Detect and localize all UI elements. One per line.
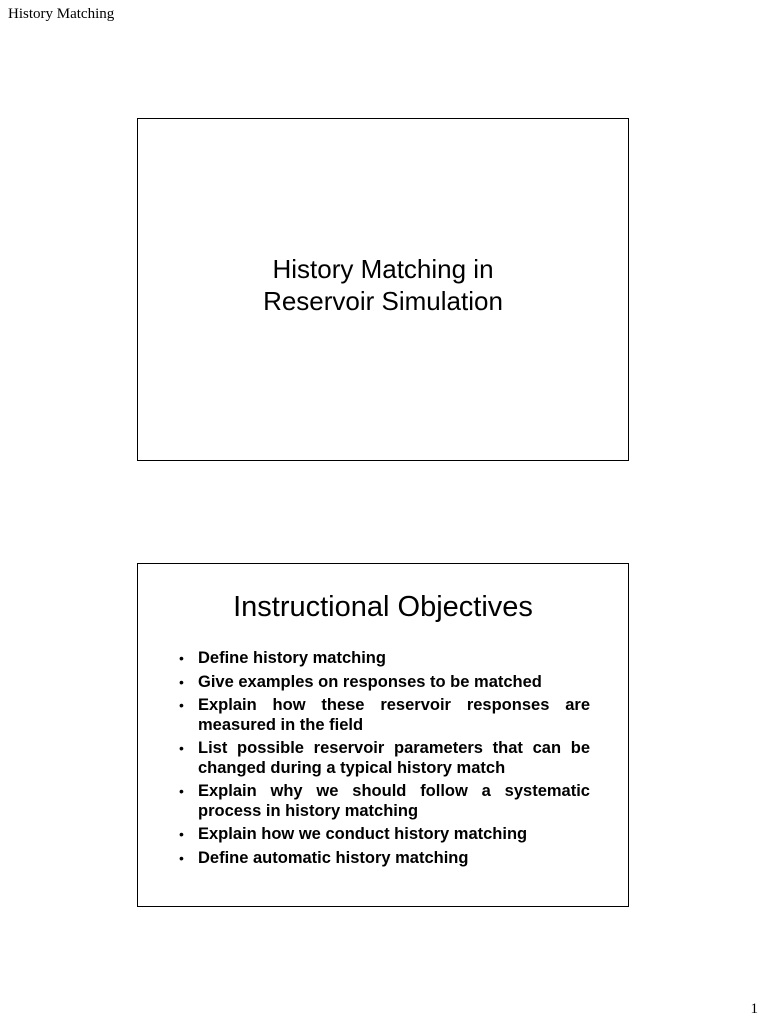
objective-text: Give examples on responses to be matched bbox=[198, 672, 542, 691]
bullet-icon: • bbox=[179, 740, 184, 756]
page-number: 1 bbox=[750, 1001, 758, 1017]
bullet-icon: • bbox=[179, 697, 184, 713]
page-running-title: History Matching bbox=[8, 6, 115, 22]
slide-title-line-2: Reservoir Simulation bbox=[263, 286, 503, 316]
slide-title-line-1: History Matching in bbox=[272, 254, 494, 284]
bullet-icon: • bbox=[179, 783, 184, 799]
bullet-icon: • bbox=[179, 650, 184, 666]
objective-text: Define automatic history matching bbox=[198, 848, 469, 867]
slide-title bbox=[138, 253, 628, 317]
objective-item bbox=[176, 673, 590, 693]
objective-text: List possible reservoir parameters that can be changed during a typical history match bbox=[198, 739, 590, 777]
objective-text: Explain how we conduct history matching bbox=[198, 825, 528, 843]
objective-text: Explain how these reservoir responses are measured in the field bbox=[198, 696, 590, 734]
objective-item bbox=[176, 696, 590, 735]
objective-text: Define history matching bbox=[198, 649, 386, 667]
objective-item bbox=[176, 849, 590, 869]
objective-text: Explain why we should follow a systematic process in history matching bbox=[198, 782, 590, 820]
bullet-icon: • bbox=[179, 673, 184, 690]
objective-item bbox=[176, 739, 590, 778]
objective-item bbox=[176, 782, 590, 821]
objectives-list bbox=[176, 649, 590, 872]
title-slide bbox=[137, 118, 629, 461]
objectives-slide bbox=[137, 563, 629, 907]
objective-item bbox=[176, 825, 590, 845]
objectives-title: Instructional Objectives bbox=[233, 591, 533, 623]
bullet-icon: • bbox=[179, 849, 184, 866]
bullet-icon: • bbox=[179, 826, 184, 842]
objective-item bbox=[176, 649, 590, 669]
